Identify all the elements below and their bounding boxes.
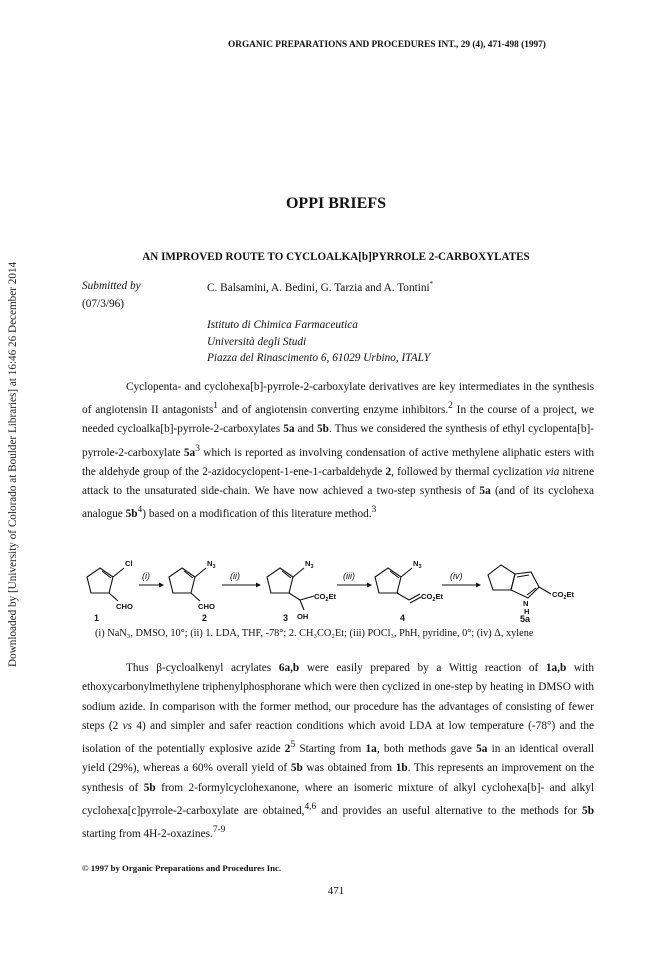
compound-ref: 5a <box>476 742 488 755</box>
text: . Thus we considered the synthesis of ethyl cyclopenta[b]-pyrrole-2-carboxylate <box>82 423 595 459</box>
reaction-scheme <box>82 548 602 624</box>
step-label: (i) <box>142 571 150 581</box>
text: Thus β-cycloalkenyl acrylates <box>126 662 279 674</box>
ester-group: $CO_2Et$ <box>552 590 575 601</box>
text: Cyclopenta- and cyclohexa[b]-pyrrole-2-carboxylate derivatives are key intermediates in the synthesis of angiotensin II antagonists <box>82 381 594 417</box>
compound-ref: 1a <box>365 742 377 755</box>
compound-ref: 5b <box>143 781 156 794</box>
azido-group: $N_3$ <box>305 559 314 570</box>
reference: 1 <box>213 401 218 412</box>
compound-ref: 5b <box>125 508 138 521</box>
cyclopentene-ring-3 <box>267 568 314 610</box>
hydroxyl-group: OH <box>297 612 309 621</box>
affiliation-line: Piazza del Rinascimento 6, 61029 Urbino, ITALY <box>207 352 430 364</box>
paragraph-intro <box>82 378 594 524</box>
aldehyde-group: CHO <box>198 602 215 611</box>
text: , both methods gave <box>376 742 477 755</box>
text: which is reported as involving condensation of active methylene aliphatic esters with the aldehyde group of the 2-azidocyclopent-1-ene-1-carbaldehyde <box>82 446 594 478</box>
pyrrole-nitrogen: N <box>523 599 529 608</box>
step-label: (iii) <box>343 571 355 581</box>
compound-ref: 2 <box>284 742 291 755</box>
aldehyde-group: CHO <box>116 602 133 611</box>
reference: 4 <box>137 505 143 516</box>
text: with ethoxycarbonylmethylene triphenylphosphorane which were then cyclized in one-step by heating in DMSO with sodium azide. In comparison with the former method, our procedure has the advantages of consisting of fewer steps (2 <box>82 662 594 732</box>
compound-number: 2 <box>202 613 208 623</box>
text: starting from 4H-2-oxazines. <box>82 827 213 840</box>
compound-ref: 5a <box>479 485 491 498</box>
compound-ref: 5a <box>283 423 295 436</box>
chloro-group: Cl <box>125 559 133 568</box>
text: and <box>294 423 318 436</box>
text: In the course of a project, we needed cycloalka[b]-pyrrole-2-carboxylates <box>82 404 594 436</box>
compound-number: 4 <box>400 613 406 623</box>
page-number: 471 <box>327 885 345 897</box>
paragraph-method <box>82 659 594 844</box>
download-watermark: Downloaded by [University of Colorado at Boulder Libraries] at 16:46 26 December 2014 <box>7 261 19 667</box>
compound-number: 3 <box>283 613 289 623</box>
pyrrole-hydrogen: H <box>524 607 530 616</box>
reference: 3 <box>195 443 200 454</box>
reference: 2 <box>448 401 453 412</box>
scheme-conditions: (i) NaN₃, DMSO, 10°; (ii) 1. LDA, THF, -78°; 2. CH₃CO₂Et; (iii) POCl₃, PhH, pyridine, 0°; (iv) Δ, xylene <box>95 628 534 639</box>
reference: 5 <box>290 740 296 751</box>
text: and provides an useful alternative to the methods for <box>316 804 583 817</box>
compound-ref: 5b <box>290 762 303 775</box>
text: 4) and simpler and safer reaction conditions which avoid LDA at low temperature (-78°) and the isolation of the potentially explosive azide <box>82 719 594 755</box>
text: . This represents an improvement on the synthesis of <box>82 762 594 794</box>
compound-ref: 5a <box>183 446 196 459</box>
compound-ref: 2 <box>385 465 392 478</box>
ester-group: $CO_2Et$ <box>314 592 337 603</box>
compound-ref: 1b <box>395 762 408 775</box>
azido-group: $N_3$ <box>207 559 216 570</box>
running-header: ORGANIC PREPARATIONS AND PROCEDURES INT., 29 (4), 471-498 (1997) <box>228 40 546 50</box>
text: from 2-formylcyclohexanone, where an isomeric mixture of alkyl cyclohexa[b]- and alkyl cyclohexa[c]pyrrole-2-carboxylate are obtained, <box>82 781 594 817</box>
text: was obtained from <box>302 762 396 775</box>
copyright-footer: © 1997 by Organic Preparations and Procedures Inc. <box>82 863 282 873</box>
text: Starting from <box>295 742 366 755</box>
text: , followed by thermal cyclization <box>391 465 546 478</box>
text: in an identical overall yield (29%), whereas a 60% overall yield of <box>82 742 594 775</box>
section-title: OPPI BRIEFS <box>285 195 386 212</box>
submission-date: (07/3/96) <box>82 298 125 310</box>
cyclopentapyrrole-5a <box>488 565 551 598</box>
cyclopentene-ring-1 <box>87 568 124 601</box>
affiliation-line: Istituto di Chimica Farmaceutica <box>207 319 358 331</box>
text: vs <box>122 719 133 732</box>
compound-ref: 5b <box>582 804 594 817</box>
text: via <box>545 465 560 478</box>
reference: 3 <box>371 505 377 516</box>
text: were easily prepared by a Wittig reaction of <box>299 662 546 674</box>
affiliation-line: Università degli Studi <box>207 335 307 348</box>
text: (and of its cyclohexa analogue <box>82 485 594 521</box>
cyclopentene-ring-2 <box>169 568 206 601</box>
compound-ref: 5b <box>317 423 329 436</box>
text: ) based on a modification of this literature method. <box>142 508 372 521</box>
affiliation <box>207 317 430 367</box>
authors <box>207 280 433 294</box>
compound-number: 5a <box>520 614 531 624</box>
azido-group: $N_3$ <box>413 559 422 570</box>
corresponding-mark: * <box>429 280 434 288</box>
submitted-label: Submitted by <box>82 280 141 292</box>
author-names: C. Balsamini, A. Bedini, G. Tarzia and A. Tontini <box>207 281 430 294</box>
compound-number: 1 <box>94 613 100 623</box>
article-title: AN IMPROVED ROUTE TO CYCLOALKA[b]PYRROLE 2-CARBOXYLATES <box>142 251 530 263</box>
reference: 4,6 <box>304 801 317 812</box>
text: nitrene attack to the unsaturated side-chain. We have now achieved a two-step synthesis of <box>82 465 594 498</box>
cyclopentene-ring-4 <box>375 568 421 603</box>
text: and of angiotensin converting enzyme inhibitors. <box>217 404 449 417</box>
compound-ref: 6a,b <box>278 662 300 674</box>
ester-group: $CO_2Et$ <box>421 592 444 603</box>
step-label: (ii) <box>230 571 240 581</box>
reference: 7-9 <box>212 824 226 835</box>
compound-ref: 1a,b <box>545 662 567 674</box>
step-label: (iv) <box>450 571 463 581</box>
